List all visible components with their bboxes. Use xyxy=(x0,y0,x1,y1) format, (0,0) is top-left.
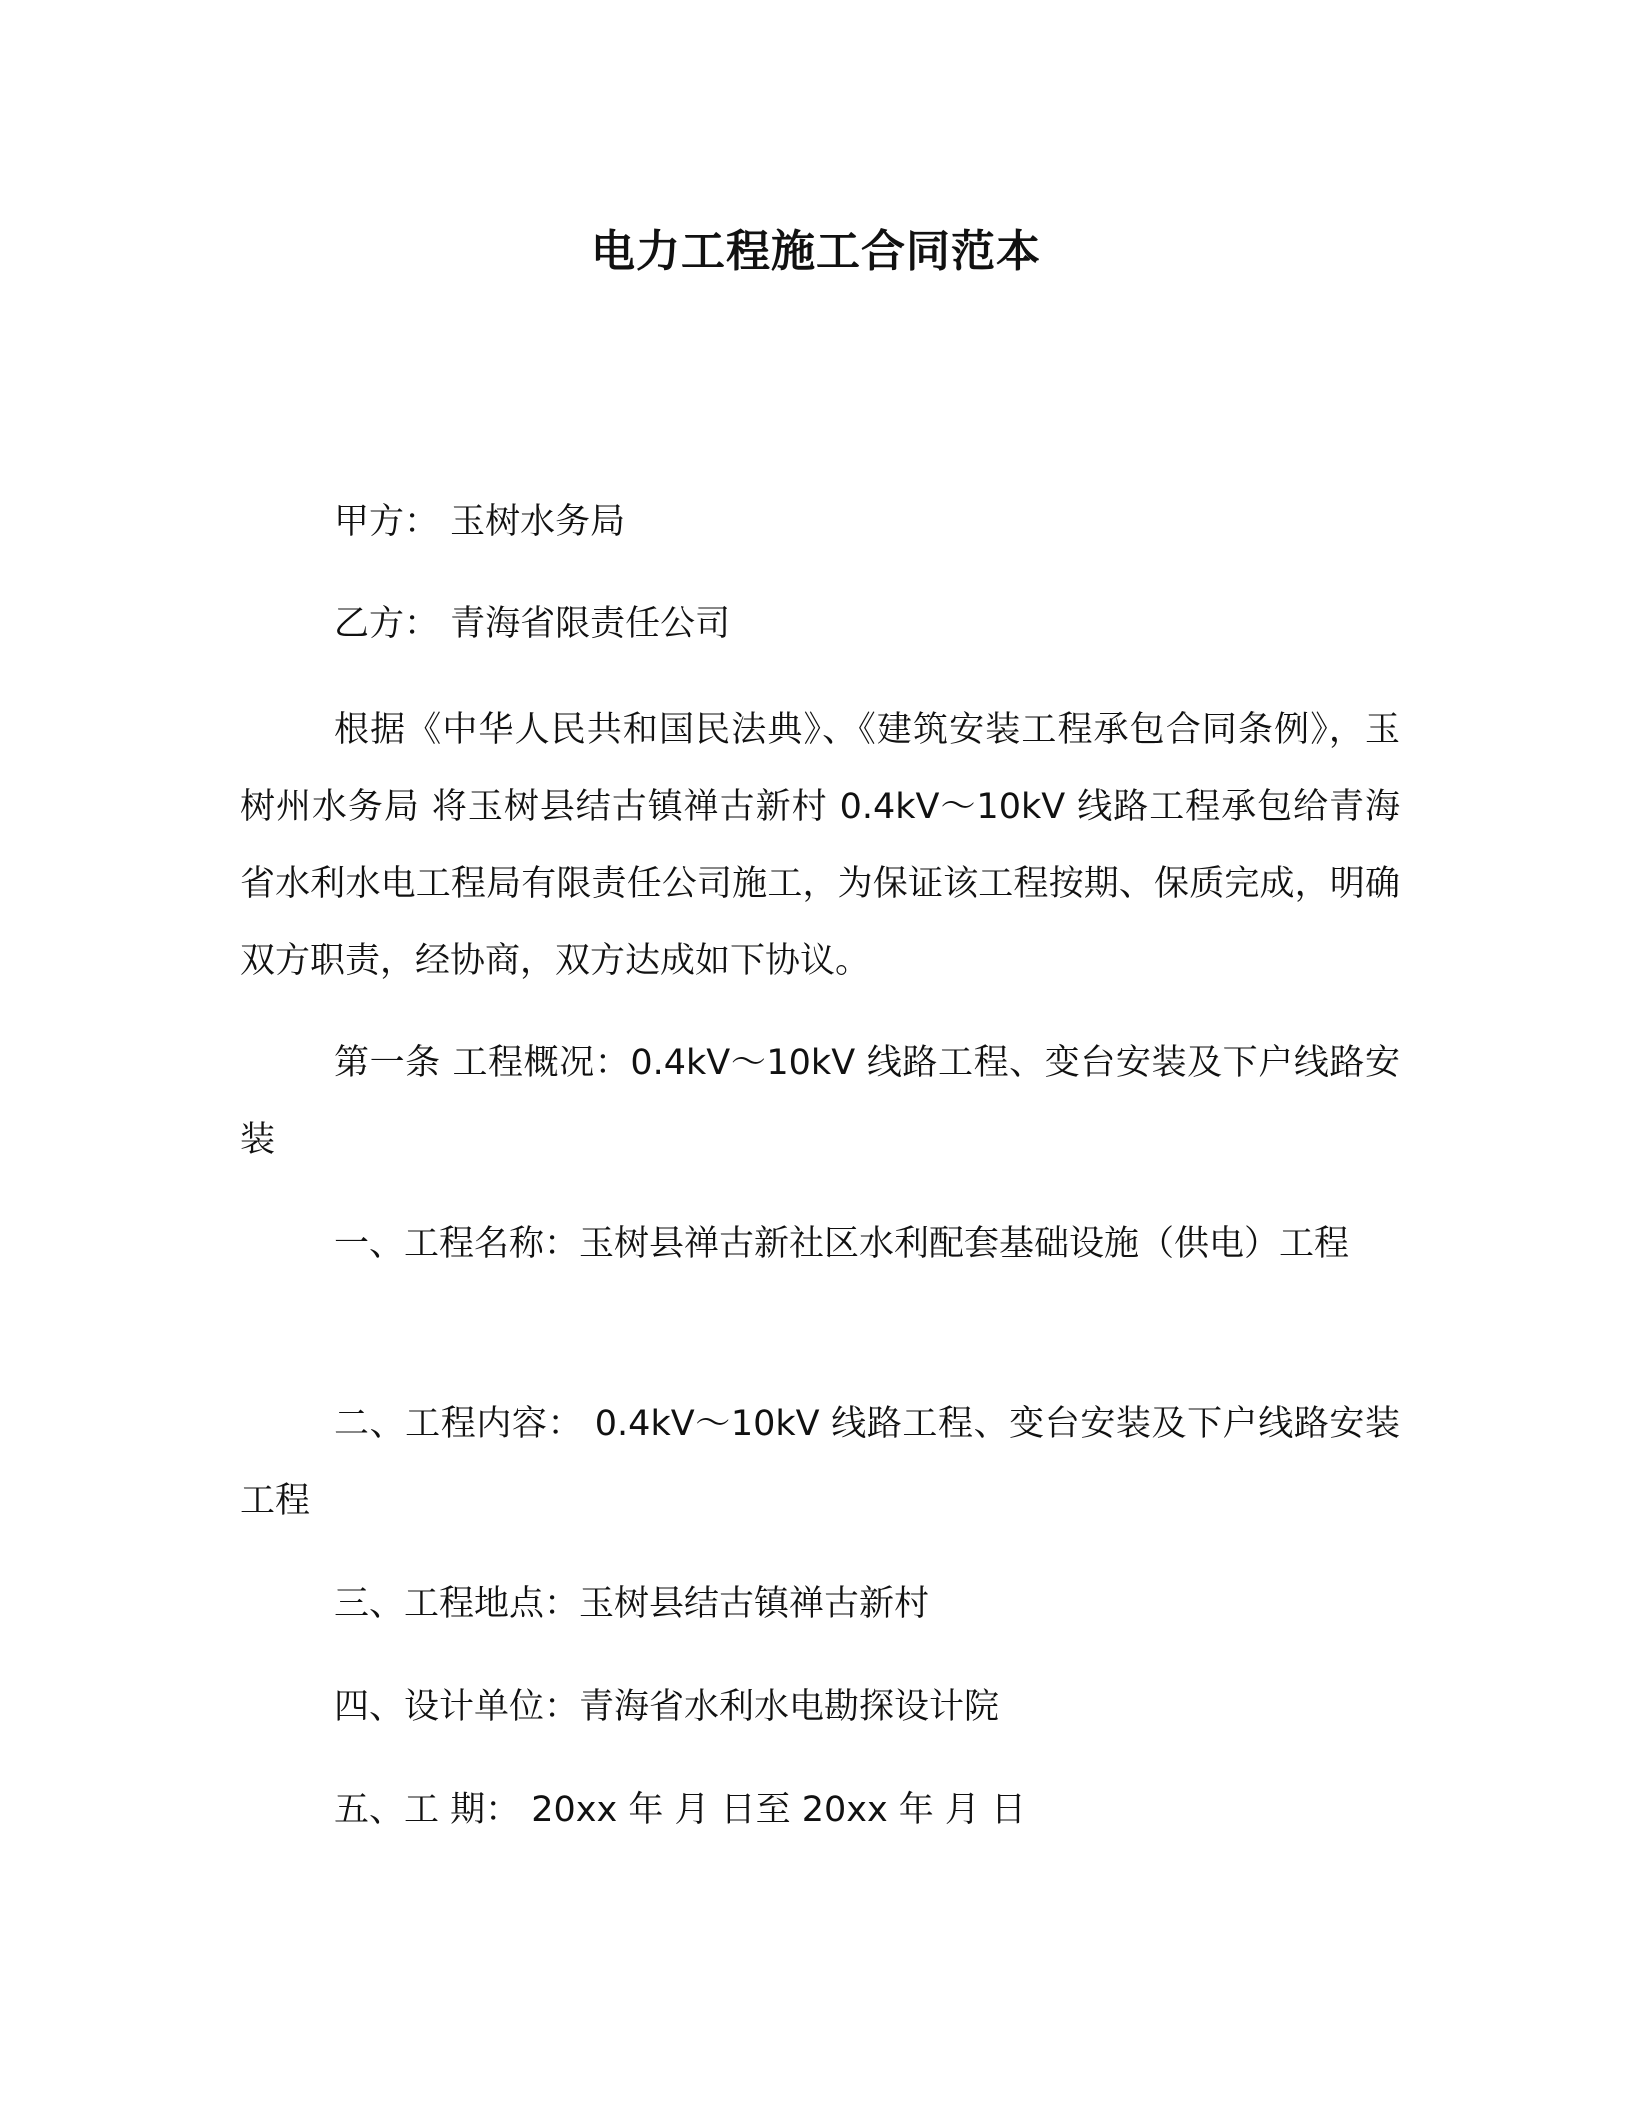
project-content: 二、工程内容： 0.4kV～10kV 线路工程、变台安装及下户线路安装工程 xyxy=(240,1404,1400,1521)
article-one: 第一条 工程概况：0.4kV～10kV 线路工程、变台安装及下户线路安装 xyxy=(240,1043,1400,1160)
document-title: 电力工程施工合同范本 xyxy=(591,226,1041,277)
party-b-line: 乙方： 青海省限责任公司 xyxy=(334,604,731,644)
design-unit: 四、设计单位：青海省水利水电勘探设计院 xyxy=(334,1687,1000,1727)
party-a-line: 甲方： 玉树水务局 xyxy=(334,502,626,542)
project-name: 一、工程名称：玉树县禅古新社区水利配套基础设施（供电）工程 xyxy=(334,1224,1350,1264)
intro-paragraph: 根据《中华人民共和国民法典》、《建筑安装工程承包合同条例》，玉树州水务局 将玉树县结古镇禅古新村 0.4kV～10kV 线路工程承包给青海省水利水电工程局有限责任公司施工，为保证该工程按期、保质完成，明确双方职责，经协商，双方达成如下协议。 xyxy=(240,710,1400,981)
project-duration: 五、工 期： 20xx 年 月 日至 20xx 年 月 日 xyxy=(334,1790,1027,1830)
project-location: 三、工程地点：玉树县结古镇禅古新村 xyxy=(334,1584,930,1624)
